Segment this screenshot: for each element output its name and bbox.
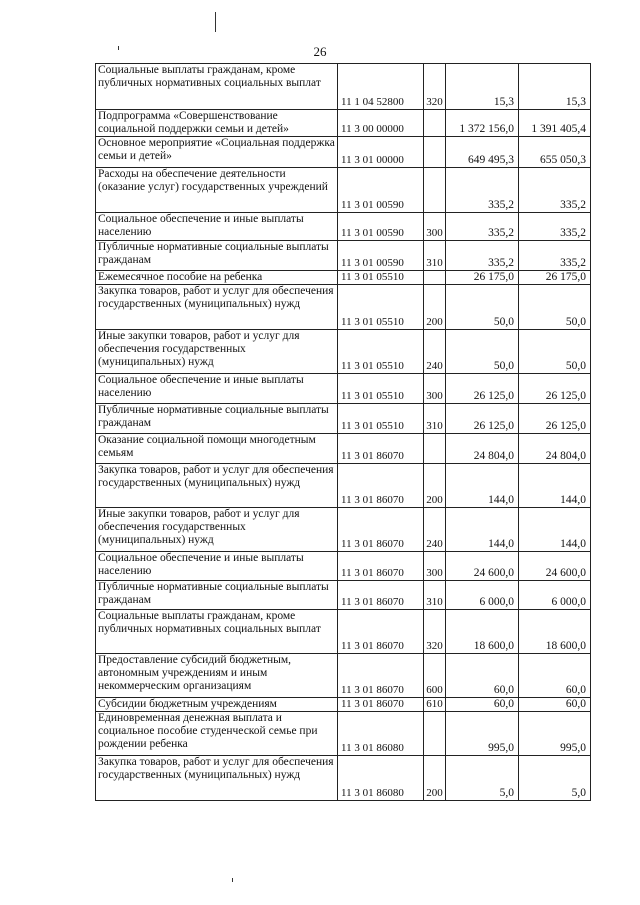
- row-code: 11 3 01 86070: [338, 508, 424, 552]
- table-row: [96, 712, 591, 756]
- row-code: 11 3 00 00000: [338, 110, 424, 137]
- row-value-2021: 26 125,0: [519, 374, 591, 404]
- row-name: Единовременная денежная выплата и социальное пособие студенческой семье при рождении ребенка: [96, 712, 338, 756]
- row-vr: 310: [424, 404, 446, 434]
- table-row: [96, 64, 591, 110]
- table-row: [96, 654, 591, 698]
- row-code: 11 3 01 86070: [338, 552, 424, 581]
- row-value-2021: 335,2: [519, 241, 591, 271]
- row-value-2020: 24 600,0: [446, 552, 519, 581]
- row-value-2020: 15,3: [446, 64, 519, 110]
- row-vr: [424, 712, 446, 756]
- row-name: Ежемесячное пособие на ребенка: [96, 271, 338, 285]
- row-vr: 200: [424, 756, 446, 801]
- table-row: [96, 434, 591, 464]
- row-vr: 310: [424, 241, 446, 271]
- row-value-2020: 5,0: [446, 756, 519, 801]
- row-code: 11 3 01 86080: [338, 712, 424, 756]
- row-value-2020: 50,0: [446, 330, 519, 374]
- row-vr: [424, 271, 446, 285]
- row-value-2021: 335,2: [519, 168, 591, 213]
- row-value-2020: 26 175,0: [446, 271, 519, 285]
- row-name: Оказание социальной помощи многодетным семьям: [96, 434, 338, 464]
- row-value-2021: 24 804,0: [519, 434, 591, 464]
- table-row: [96, 756, 591, 801]
- row-value-2021: 144,0: [519, 464, 591, 508]
- table-row: [96, 137, 591, 168]
- row-code: 11 3 01 86070: [338, 464, 424, 508]
- row-code: 11 3 01 05510: [338, 271, 424, 285]
- row-name: Закупка товаров, работ и услуг для обеспечения государственных (муниципальных) нужд: [96, 464, 338, 508]
- row-vr: 200: [424, 464, 446, 508]
- row-code: 11 3 01 05510: [338, 285, 424, 330]
- row-value-2021: 60,0: [519, 654, 591, 698]
- row-code: 11 3 01 86070: [338, 654, 424, 698]
- row-vr: 600: [424, 654, 446, 698]
- row-code: 11 3 01 05510: [338, 330, 424, 374]
- row-value-2020: 335,2: [446, 213, 519, 241]
- row-value-2020: 335,2: [446, 241, 519, 271]
- table-row: [96, 610, 591, 654]
- row-value-2020: 6 000,0: [446, 581, 519, 610]
- row-name: Иные закупки товаров, работ и услуг для обеспечения государственных (муниципальных) нужд: [96, 508, 338, 552]
- row-value-2021: 5,0: [519, 756, 591, 801]
- table-row: [96, 464, 591, 508]
- row-value-2021: 18 600,0: [519, 610, 591, 654]
- row-value-2021: 1 391 405,4: [519, 110, 591, 137]
- row-code: 11 3 01 86070: [338, 698, 424, 712]
- row-vr: 610: [424, 698, 446, 712]
- budget-table-container: [95, 63, 590, 801]
- table-row: [96, 374, 591, 404]
- table-row: [96, 110, 591, 137]
- table-row: [96, 168, 591, 213]
- row-code: 11 3 01 00590: [338, 168, 424, 213]
- row-code: 11 3 01 86070: [338, 434, 424, 464]
- row-vr: 200: [424, 285, 446, 330]
- row-value-2020: 24 804,0: [446, 434, 519, 464]
- table-row: [96, 241, 591, 271]
- row-vr: [424, 168, 446, 213]
- row-value-2020: 18 600,0: [446, 610, 519, 654]
- row-value-2021: 655 050,3: [519, 137, 591, 168]
- table-row: [96, 508, 591, 552]
- row-name: Субсидии бюджетным учреждениям: [96, 698, 338, 712]
- row-vr: 240: [424, 330, 446, 374]
- row-value-2020: 60,0: [446, 654, 519, 698]
- table-row: [96, 581, 591, 610]
- row-vr: 300: [424, 374, 446, 404]
- row-value-2021: 144,0: [519, 508, 591, 552]
- row-name: Иные закупки товаров, работ и услуг для обеспечения государственных (муниципальных) нужд: [96, 330, 338, 374]
- row-value-2020: 995,0: [446, 712, 519, 756]
- row-name: Социальные выплаты гражданам, кроме публичных нормативных социальных выплат: [96, 610, 338, 654]
- table-row: [96, 698, 591, 712]
- row-value-2021: 995,0: [519, 712, 591, 756]
- row-value-2021: 6 000,0: [519, 581, 591, 610]
- page-number: 26: [313, 44, 327, 59]
- row-code: 11 1 04 52800: [338, 64, 424, 110]
- row-value-2020: 649 495,3: [446, 137, 519, 168]
- row-value-2020: 60,0: [446, 698, 519, 712]
- row-vr: [424, 137, 446, 168]
- row-value-2020: 26 125,0: [446, 374, 519, 404]
- row-name: Подпрограмма «Совершенствование социальной поддержки семьи и детей»: [96, 110, 338, 137]
- row-value-2021: 24 600,0: [519, 552, 591, 581]
- row-value-2021: 50,0: [519, 330, 591, 374]
- row-value-2020: 1 372 156,0: [446, 110, 519, 137]
- row-name: Социальное обеспечение и иные выплаты населению: [96, 213, 338, 241]
- row-vr: 320: [424, 610, 446, 654]
- table-row: [96, 213, 591, 241]
- row-value-2021: 26 125,0: [519, 404, 591, 434]
- row-value-2020: 144,0: [446, 464, 519, 508]
- table-row: [96, 285, 591, 330]
- scan-mark-bottom: [232, 878, 233, 882]
- row-name: Закупка товаров, работ и услуг для обеспечения государственных (муниципальных) нужд: [96, 756, 338, 801]
- row-name: Основное мероприятие «Социальная поддержка семьи и детей»: [96, 137, 338, 168]
- row-value-2021: 60,0: [519, 698, 591, 712]
- row-code: 11 3 01 05510: [338, 404, 424, 434]
- row-vr: 300: [424, 213, 446, 241]
- row-value-2020: 144,0: [446, 508, 519, 552]
- row-code: 11 3 01 86070: [338, 610, 424, 654]
- row-name: Публичные нормативные социальные выплаты гражданам: [96, 581, 338, 610]
- table-row: [96, 404, 591, 434]
- row-code: 11 3 01 86070: [338, 581, 424, 610]
- row-name: Социальные выплаты гражданам, кроме публичных нормативных социальных выплат: [96, 64, 338, 110]
- row-value-2020: 26 125,0: [446, 404, 519, 434]
- row-code: 11 3 01 00590: [338, 213, 424, 241]
- row-value-2021: 335,2: [519, 213, 591, 241]
- row-code: 11 3 01 86080: [338, 756, 424, 801]
- row-name: Социальное обеспечение и иные выплаты населению: [96, 552, 338, 581]
- row-name: Предоставление субсидий бюджетным, автономным учреждениям и иным некоммерческим организациям: [96, 654, 338, 698]
- row-name: Публичные нормативные социальные выплаты гражданам: [96, 404, 338, 434]
- row-vr: [424, 434, 446, 464]
- row-vr: 320: [424, 64, 446, 110]
- row-value-2021: 15,3: [519, 64, 591, 110]
- row-value-2020: 50,0: [446, 285, 519, 330]
- budget-table-body: [96, 64, 591, 801]
- row-code: 11 3 01 00590: [338, 241, 424, 271]
- row-name: Публичные нормативные социальные выплаты гражданам: [96, 241, 338, 271]
- row-vr: [424, 110, 446, 137]
- budget-table: [95, 63, 591, 801]
- row-vr: 310: [424, 581, 446, 610]
- table-row: [96, 330, 591, 374]
- row-name: Социальное обеспечение и иные выплаты населению: [96, 374, 338, 404]
- table-row: [96, 271, 591, 285]
- row-value-2021: 50,0: [519, 285, 591, 330]
- row-value-2020: 335,2: [446, 168, 519, 213]
- table-row: [96, 552, 591, 581]
- row-vr: 300: [424, 552, 446, 581]
- row-code: 11 3 01 05510: [338, 374, 424, 404]
- row-name: Закупка товаров, работ и услуг для обеспечения государственных (муниципальных) нужд: [96, 285, 338, 330]
- row-code: 11 3 01 00000: [338, 137, 424, 168]
- scan-mark-top: [215, 12, 216, 32]
- row-vr: 240: [424, 508, 446, 552]
- row-name: Расходы на обеспечение деятельности (оказание услуг) государственных учреждений: [96, 168, 338, 213]
- row-value-2021: 26 175,0: [519, 271, 591, 285]
